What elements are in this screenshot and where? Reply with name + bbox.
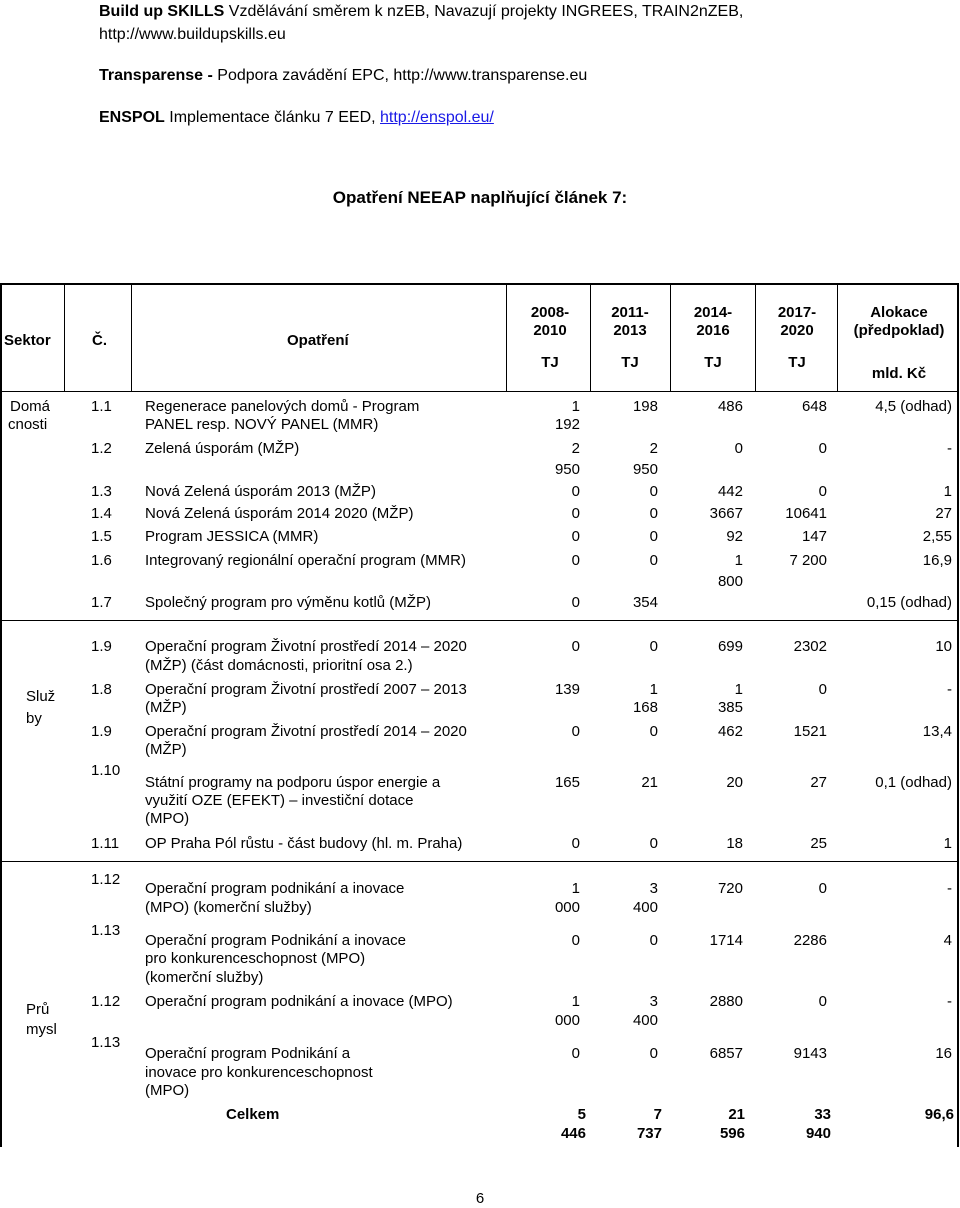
cell-2011: 1 [649, 681, 658, 698]
cell-2008: 0 [571, 638, 580, 655]
cell-2008: 1 [571, 880, 580, 897]
cell-2014: 0 [734, 440, 743, 457]
row-name: Státní programy na podporu úspor energie a [145, 774, 441, 791]
row-number: 1.8 [91, 681, 112, 698]
cell-2008: 165 [554, 774, 580, 791]
row-name: Nová Zelená úsporám 2013 (MŽP) [145, 483, 376, 500]
total-alokace: 96,6 [924, 1106, 954, 1123]
row-name: Integrovaný regionální operační program (MMR) [145, 552, 466, 569]
cell-2014: 2880 [709, 993, 743, 1010]
cell-2011: 21 [641, 774, 658, 791]
sector-industry-2: mysl [26, 1021, 57, 1038]
page-number: 6 [475, 1190, 485, 1207]
buildup-skills-desc: Vzdělávání směrem k nzEB, Navazují projekty INGREES, TRAIN2nZEB, [224, 3, 744, 20]
cell-2008: 1 [571, 993, 580, 1010]
row-name-cont: (MŽP) [145, 741, 187, 758]
cell-alokace: - [947, 993, 952, 1010]
cell-2011: 3 [649, 880, 658, 897]
total-2017-cont: 940 [805, 1125, 831, 1142]
sector-households-2: cnosti [8, 416, 48, 433]
cell-2008: 0 [571, 594, 580, 611]
unit-tj: TJ [788, 354, 806, 371]
section-divider [0, 620, 959, 621]
cell-2008: 0 [571, 1045, 580, 1062]
cell-2014: 699 [717, 638, 743, 655]
cell-2008-cont: 950 [554, 461, 580, 478]
cell-2008: 0 [571, 932, 580, 949]
row-name: OP Praha Pól růstu - část budovy (hl. m. Praha) [145, 835, 463, 852]
col-sektor: Sektor [4, 332, 51, 349]
cell-2017: 7 200 [789, 552, 827, 569]
cell-2014: 3667 [709, 505, 743, 522]
divider [131, 283, 132, 391]
row-number: 1.12 [91, 871, 121, 888]
cell-2017: 27 [810, 774, 827, 791]
buildup-skills-title: Build up SKILLS [99, 3, 225, 20]
row-name-cont: inovace pro konkurenceschopnost [145, 1064, 373, 1081]
header-line-3 [99, 106, 949, 129]
cell-2014-cont: 800 [717, 573, 743, 590]
cell-alokace: 27 [935, 505, 952, 522]
row-number: 1.13 [91, 922, 121, 939]
total-label: Celkem [226, 1106, 280, 1123]
cell-2008: 0 [571, 505, 580, 522]
row-name-cont: (MŽP) [145, 699, 187, 716]
row-name: Operační program podnikání a inovace [145, 880, 405, 897]
row-name: Regenerace panelových domů - Program [145, 398, 420, 415]
cell-alokace: 16,9 [922, 552, 952, 569]
row-name-cont: PANEL resp. NOVÝ PANEL (MMR) [145, 416, 379, 433]
buildup-skills-url: http://www.buildupskills.eu [99, 26, 286, 43]
row-name-cont: využití OZE (EFEKT) – investiční dotace [145, 792, 414, 809]
row-number: 1.6 [91, 552, 112, 569]
cell-alokace: - [947, 440, 952, 457]
row-name: Operační program Životní prostředí 2014 – 2020 [145, 723, 467, 740]
header-line-2 [99, 64, 949, 87]
unit-tj: TJ [541, 354, 559, 371]
col-2010: 2010 [533, 322, 567, 339]
cell-alokace: 4 [943, 932, 952, 949]
cell-2017: 2302 [793, 638, 827, 655]
divider [837, 283, 838, 391]
row-number: 1.12 [91, 993, 121, 1010]
unit-tj: TJ [621, 354, 639, 371]
cell-2014: 20 [726, 774, 743, 791]
col-opatreni: Opatření [287, 332, 349, 349]
col-2020: 2020 [780, 322, 814, 339]
cell-2011: 0 [649, 483, 658, 500]
cell-2011: 0 [649, 552, 658, 569]
cell-2008: 0 [571, 552, 580, 569]
cell-2014-cont: 385 [717, 699, 743, 716]
col-2016: 2016 [696, 322, 730, 339]
row-name: Operační program Podnikání a [145, 1045, 351, 1062]
cell-2008: 1 [571, 398, 580, 415]
cell-2017: 2286 [793, 932, 827, 949]
cell-alokace: - [947, 681, 952, 698]
row-number: 1.13 [91, 1034, 121, 1051]
cell-2008: 0 [571, 483, 580, 500]
col-2017: 2017- [777, 304, 817, 321]
cell-2011: 0 [649, 835, 658, 852]
sector-industry: Prů [26, 1001, 50, 1018]
col-2014: 2014- [693, 304, 733, 321]
cell-2017: 25 [810, 835, 827, 852]
cell-2014: 18 [726, 835, 743, 852]
cell-2011: 354 [632, 594, 658, 611]
col-2011: 2011- [611, 304, 649, 321]
cell-2008: 139 [554, 681, 580, 698]
cell-2011: 0 [649, 528, 658, 545]
cell-2014: 486 [717, 398, 743, 415]
cell-2014: 720 [717, 880, 743, 897]
total-2014-cont: 596 [719, 1125, 745, 1142]
total-2011: 7 [653, 1106, 662, 1123]
row-name: Operační program Životní prostředí 2007 – 2013 [145, 681, 467, 698]
cell-2017: 0 [818, 440, 827, 457]
row-number: 1.2 [91, 440, 112, 457]
cell-2017: 0 [818, 483, 827, 500]
cell-2008-cont: 000 [554, 899, 580, 916]
row-name-cont: (MPO) [145, 1082, 190, 1099]
cell-2011-cont: 400 [632, 899, 658, 916]
cell-2011: 0 [649, 723, 658, 740]
col-number: Č. [92, 332, 107, 349]
cell-2014: 1 [734, 552, 743, 569]
cell-2011-cont: 400 [632, 1012, 658, 1029]
cell-2011: 0 [649, 932, 658, 949]
cell-alokace: 0,1 (odhad) [875, 774, 952, 791]
cell-2011: 2 [649, 440, 658, 457]
col-alokace-sub: (předpoklad) [853, 322, 945, 339]
row-number: 1.1 [91, 398, 112, 415]
divider [590, 283, 591, 391]
unit-tj: TJ [704, 354, 722, 371]
total-2014: 21 [728, 1106, 745, 1123]
cell-2014: 1714 [709, 932, 743, 949]
cell-2011: 3 [649, 993, 658, 1010]
cell-2008: 2 [571, 440, 580, 457]
cell-2008-cont: 000 [554, 1012, 580, 1029]
cell-2014: 462 [717, 723, 743, 740]
cell-2011: 198 [632, 398, 658, 415]
total-2008: 5 [577, 1106, 586, 1123]
row-name: Společný program pro výměnu kotlů (MŽP) [145, 594, 431, 611]
cell-2008-cont: 192 [554, 416, 580, 433]
cell-2017: 0 [818, 681, 827, 698]
cell-2017: 648 [801, 398, 827, 415]
section-title: Opatření NEEAP naplňující článek 7: [332, 188, 628, 207]
cell-alokace: - [947, 880, 952, 897]
cell-2008: 0 [571, 835, 580, 852]
col-alokace: Alokace [870, 304, 928, 321]
row-name: Nová Zelená úsporám 2014 2020 (MŽP) [145, 505, 414, 522]
row-name-cont: (MŽP) (část domácnosti, prioritní osa 2.) [145, 657, 413, 674]
row-name: Operační program podnikání a inovace (MPO) [145, 993, 453, 1010]
row-number: 1.5 [91, 528, 112, 545]
cell-2017: 10641 [785, 505, 827, 522]
cell-2011-cont: 950 [632, 461, 658, 478]
row-name: Operační program Životní prostředí 2014 – 2020 [145, 638, 467, 655]
divider [755, 283, 756, 391]
cell-2008: 0 [571, 723, 580, 740]
row-number: 1.7 [91, 594, 112, 611]
row-name-cont: (komerční služby) [145, 969, 264, 986]
divider [64, 283, 65, 391]
cell-2014: 6857 [709, 1045, 743, 1062]
cell-alokace: 0,15 (odhad) [866, 594, 952, 611]
cell-2017: 1521 [793, 723, 827, 740]
col-2013: 2013 [613, 322, 647, 339]
total-2017: 33 [814, 1106, 831, 1123]
total-2008-cont: 446 [560, 1125, 586, 1142]
cell-2017: 9143 [793, 1045, 827, 1062]
cell-2014: 442 [717, 483, 743, 500]
cell-2017: 147 [801, 528, 827, 545]
cell-alokace: 10 [935, 638, 952, 655]
cell-2014: 1 [734, 681, 743, 698]
row-name-cont: (MPO) (komerční služby) [145, 899, 312, 916]
enspol-link[interactable]: http://enspol.eu/ [380, 109, 494, 126]
cell-alokace: 4,5 (odhad) [875, 398, 952, 415]
sector-services-2: by [26, 710, 42, 727]
row-name: Operační program Podnikání a inovace [145, 932, 406, 949]
cell-alokace: 13,4 [922, 723, 952, 740]
row-number: 1.4 [91, 505, 112, 522]
enspol-desc: Implementace článku 7 EED, [164, 109, 381, 126]
header-bottom-line [0, 391, 959, 392]
cell-2017: 0 [818, 880, 827, 897]
cell-2011-cont: 168 [632, 699, 658, 716]
cell-alokace: 1 [943, 835, 952, 852]
total-2011-cont: 737 [636, 1125, 662, 1142]
cell-2017: 0 [818, 993, 827, 1010]
row-name: Program JESSICA (MMR) [145, 528, 319, 545]
cell-alokace: 1 [943, 483, 952, 500]
cell-2011: 0 [649, 638, 658, 655]
row-number: 1.10 [91, 762, 121, 779]
row-number: 1.9 [91, 723, 112, 740]
transparense-desc: Podpora zavádění EPC, http://www.transparense.eu [217, 67, 588, 84]
sector-services: Služ [26, 688, 56, 705]
row-name-cont: (MPO) [145, 810, 190, 827]
transparense-title: Transparense - [99, 67, 218, 84]
enspol-title: ENSPOL [99, 109, 165, 126]
divider [506, 283, 507, 391]
row-number: 1.3 [91, 483, 112, 500]
col-2008: 2008- [530, 304, 570, 321]
cell-alokace: 16 [935, 1045, 952, 1062]
section-divider [0, 861, 959, 862]
cell-2011: 0 [649, 505, 658, 522]
unit-mld-kc: mld. Kč [871, 365, 927, 382]
cell-alokace: 2,55 [922, 528, 952, 545]
row-name: Zelená úsporám (MŽP) [145, 440, 300, 457]
header-line-1 [99, 0, 949, 46]
row-number: 1.9 [91, 638, 112, 655]
sector-households: Domá [10, 398, 51, 415]
divider [670, 283, 671, 391]
cell-2011: 0 [649, 1045, 658, 1062]
row-number: 1.11 [91, 835, 120, 852]
cell-2014: 92 [726, 528, 743, 545]
cell-2008: 0 [571, 528, 580, 545]
row-name-cont: pro konkurenceschopnost (MPO) [145, 950, 366, 967]
